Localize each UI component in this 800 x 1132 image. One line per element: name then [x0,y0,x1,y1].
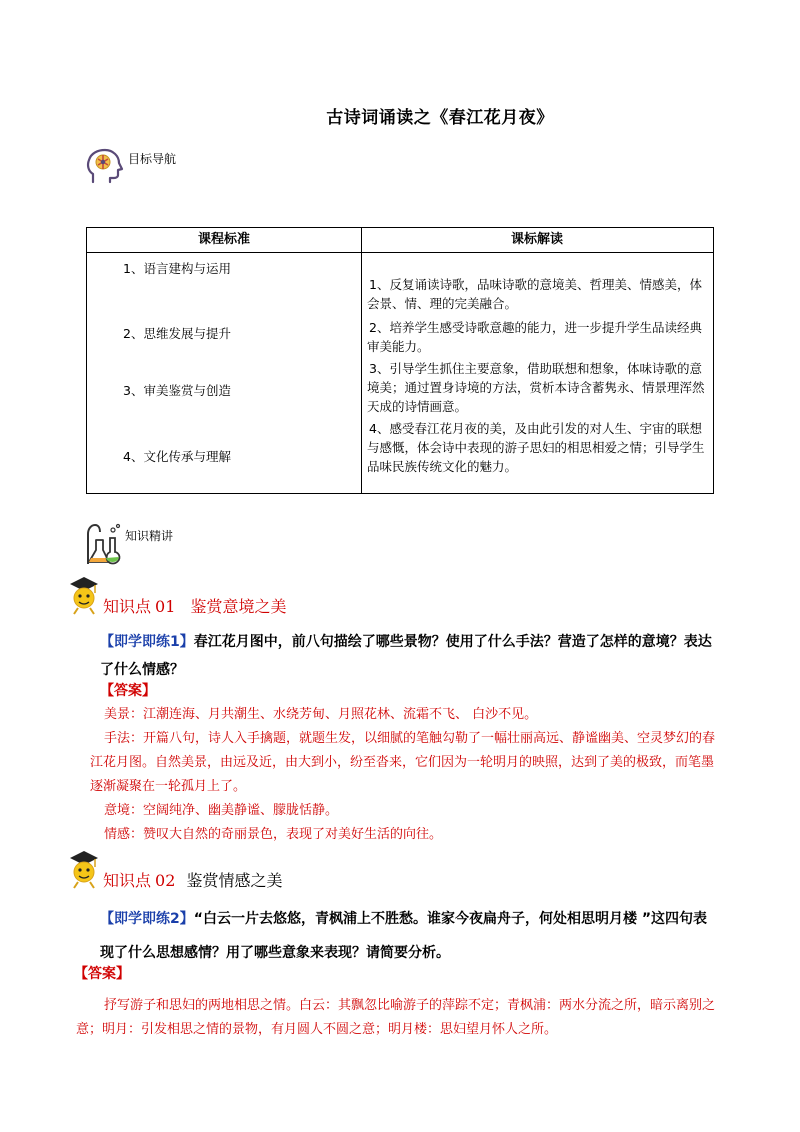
question-tag: 【即学即练2】 [100,911,194,927]
answer-label: 【答案】 [100,683,156,699]
interpretation-item: 4、感受春江花月夜的美，及由此引发的对人生、宇宙的联想与感慨，体会诗中表现的游子思妇的相思相爱之情；引导学生品味民族传统文化的魅力。 [367,421,705,474]
standard-item: 1、语言建构与运用 [123,261,231,276]
question-text: 春江花月图中，前八句描绘了哪些景物？使用了什么手法？营造了怎样的意境？表达了什么情感？ [100,634,712,678]
head-brain-icon [84,146,124,186]
page-title: 古诗词诵读之《春江花月夜》 [326,108,554,128]
kp-number: 02 [155,871,176,890]
interpretation-item: 1、反复诵读诗歌，品味诗歌的意境美、哲理美、情感美，体会景、情、理的完美融合。 [367,277,702,311]
kp-prefix: 知识点 [103,871,152,890]
target-nav-label: 目标导航 [128,152,177,166]
answer-line: 手法：开篇八句，诗人入手擒题，就题生发，以细腻的笔触勾勒了一幅壮丽高远、静谧幽美、空灵梦幻的春江花月图。自然美景，由远及近，由大到小，纷至沓来，它们因为一轮明月的映照，达到了美的极致，而笔墨逐渐凝聚在一轮孤月上了。 [90,731,716,794]
standard-item: 2、思维发展与提升 [123,326,231,341]
practice-question [100,902,720,970]
standard-item: 4、文化传承与理解 [123,449,231,464]
lab-flask-icon [82,520,124,566]
answer-block [90,703,718,847]
table-header-standard: 课程标准 [197,232,250,247]
mascot-graduate-icon [66,848,102,890]
answer-line: 美景：江潮连海、月共潮生、水绕芳甸、月照花林、流霜不飞、 白沙不见。 [104,707,538,722]
knowledge-point-heading [103,868,282,891]
answer-line: 情感：赞叹大自然的奇丽景色，表现了对美好生活的向往。 [104,827,443,842]
standards-table [86,227,714,494]
interpretation-item: 2、培养学生感受诗歌意趣的能力，进一步提升学生品读经典审美能力。 [367,320,702,354]
kp-title: 鉴赏情感之美 [186,871,283,890]
knowledge-point-heading [103,594,286,617]
standard-item: 3、审美鉴赏与创造 [123,383,231,398]
table-header-interpretation: 课标解读 [510,232,563,247]
kp-prefix: 知识点 [103,597,152,616]
answer-line: 意境：空阔纯净、幽美静谧、朦胧恬静。 [104,803,339,818]
table-divider [87,252,713,253]
mascot-graduate-icon [66,574,102,616]
practice-question [100,628,720,684]
kp-title: 鉴赏意境之美 [190,597,287,616]
interpretation-item: 3、引导学生抓住主要意象，借助联想和想象，体味诗歌的意境美；通过置身诗境的方法，赏析本诗含蓄隽永、情景理浑然天成的诗情画意。 [367,361,705,414]
answer-label: 【答案】 [74,966,130,982]
knowledge-label: 知识精讲 [125,529,174,543]
table-divider [361,228,362,493]
question-text: “白云一片去悠悠，青枫浦上不胜愁。谁家今夜扁舟子，何处相思明月楼 ”这四句表现了什么思想感情？用了哪些意象来表现？请简要分析。 [100,911,708,961]
answer-paragraph: 抒写游子和思妇的两地相思之情。白云：其飘忽比喻游子的萍踪不定；青枫浦：两水分流之所，暗示离别之意；明月：引发相思之情的景物，有月圆人不圆之意；明月楼：思妇望月怀人之所。 [76,998,716,1037]
kp-number: 01 [155,597,176,616]
question-tag: 【即学即练1】 [100,634,194,650]
answer-block [76,994,718,1042]
